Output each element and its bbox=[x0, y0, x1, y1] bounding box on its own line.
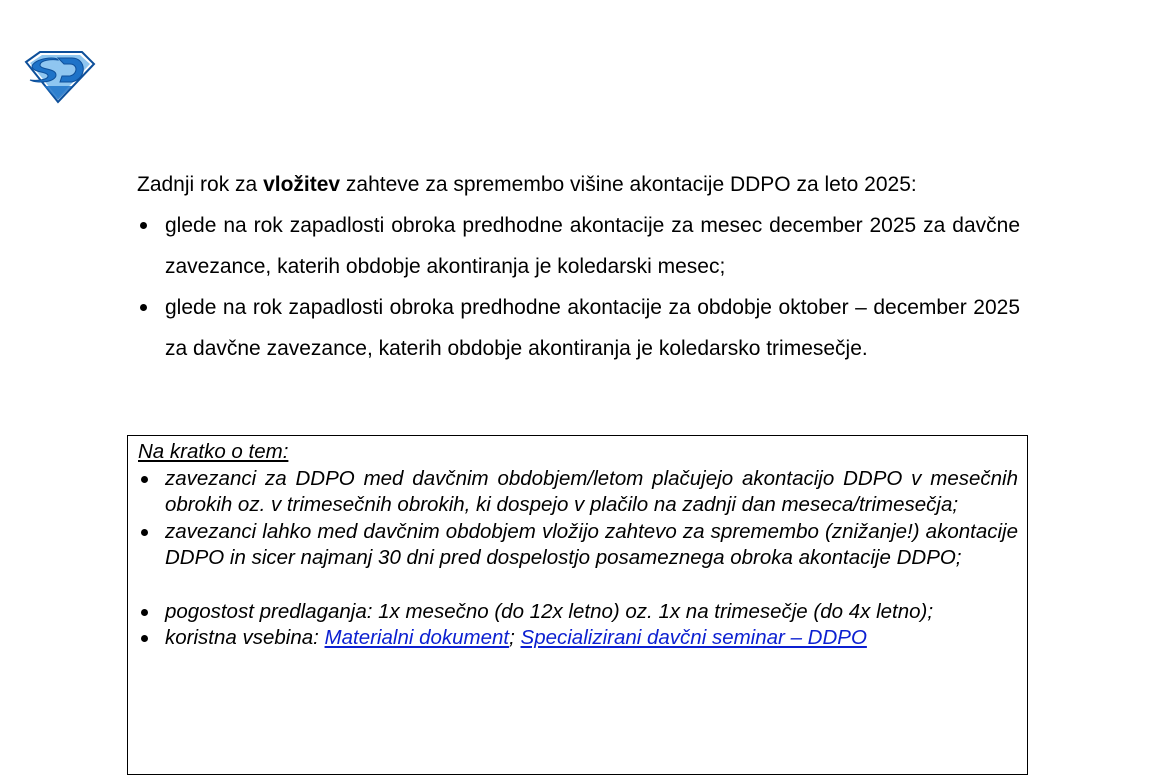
intro-list bbox=[137, 205, 1020, 369]
summary-bullet-2: zavezanci lahko med davčnim obdobjem vložijo zahtevo za spremembo (znižanje!) akontacije DDPO in sicer najmanj 30 dni pred dospelostjo posameznega obroka akontacije DDPO; bbox=[138, 519, 1018, 572]
summary-bullet-4-prefix: koristna vsebina: bbox=[165, 626, 325, 649]
summary-list bbox=[138, 466, 1018, 652]
summary-bullet-4 bbox=[138, 625, 1018, 652]
sd-logo-icon bbox=[22, 48, 96, 104]
summary-bullet-4-separator: ; bbox=[509, 626, 521, 649]
intro-lead-before: Zadnji rok za bbox=[137, 173, 264, 196]
intro-lead-after: zahteve za spremembo višine akontacije DDPO za leto 2025: bbox=[340, 173, 917, 196]
intro-section bbox=[137, 164, 1020, 369]
intro-lead bbox=[137, 164, 1020, 205]
summary-box-title: Na kratko o tem: bbox=[138, 440, 289, 463]
materialni-dokument-link[interactable]: Materialni dokument bbox=[324, 626, 510, 649]
intro-lead-bold: vložitev bbox=[263, 173, 341, 196]
intro-bullet-2: glede na rok zapadlosti obroka predhodne akontacije za obdobje oktober – december 2025 za davčne zavezance, katerih obdobje akontiranja je koledarsko trimesečje. bbox=[137, 287, 1020, 369]
summary-bullet-1: zavezanci za DDPO med davčnim obdobjem/letom plačujejo akontacijo DDPO v mesečnih obrokih oz. v trimesečnih obrokih, ki dospejo v plačilo na zadnji dan meseca/trimesečja; bbox=[138, 466, 1018, 519]
summary-bullet-3: pogostost predlaganja: 1x mesečno (do 12x letno) oz. 1x na trimesečje (do 4x letno); bbox=[138, 599, 1018, 626]
specializirani-seminar-link[interactable]: Specializirani davčni seminar – DDPO bbox=[520, 626, 867, 649]
summary-box bbox=[127, 435, 1028, 775]
intro-bullet-1: glede na rok zapadlosti obroka predhodne akontacije za mesec december 2025 za davčne zavezance, katerih obdobje akontiranja je koledarski mesec; bbox=[137, 205, 1020, 287]
